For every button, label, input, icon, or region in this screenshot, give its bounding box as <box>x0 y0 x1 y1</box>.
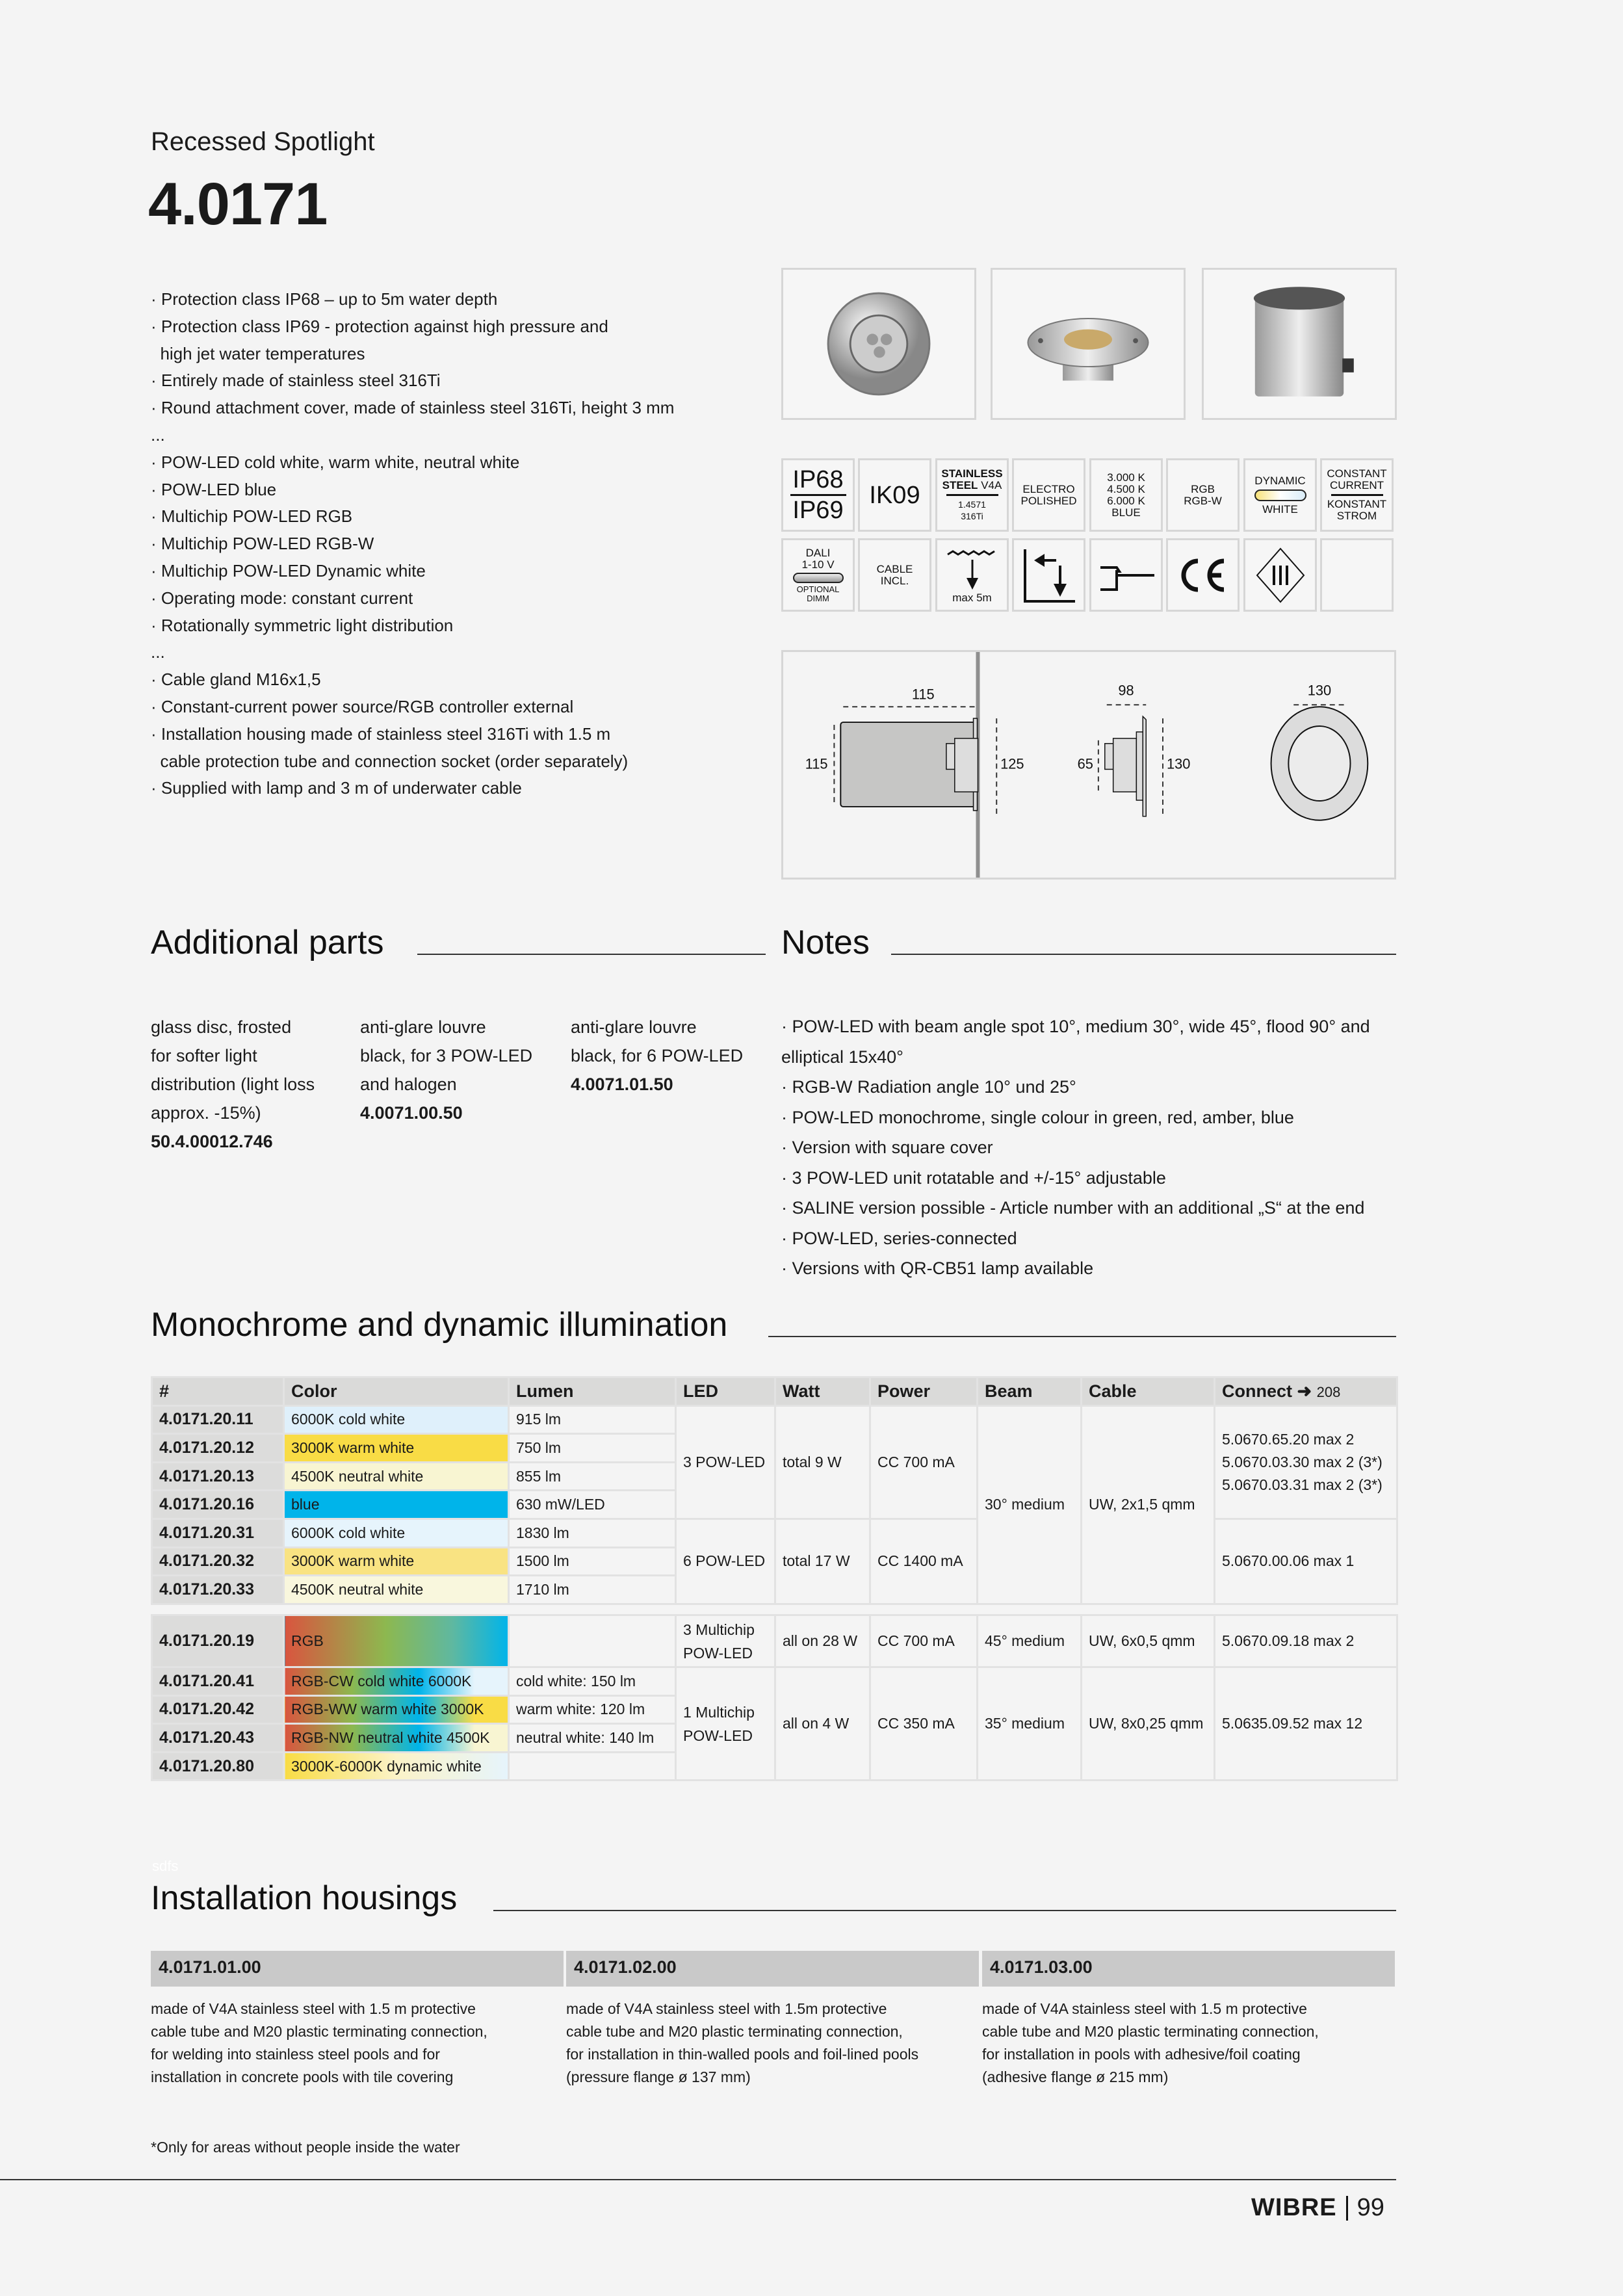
article-number: 4.0171.20.31 <box>152 1519 284 1547</box>
part-description: for softer light <box>151 1046 257 1065</box>
article-number: 4.0171.20.32 <box>152 1547 284 1576</box>
feature-item: · Supplied with lamp and 3 m of underwater cable <box>151 778 522 798</box>
wall-floor-mount-icon <box>1012 538 1085 612</box>
product-code: 4.0171 <box>148 171 328 237</box>
part-description: black, for 3 POW-LED <box>360 1046 533 1065</box>
led-cell: 6 POW-LED <box>676 1519 775 1604</box>
part-description: black, for 6 POW-LED <box>571 1046 744 1065</box>
col-header: Beam <box>978 1377 1082 1406</box>
cable-cell: UW, 8x0,25 qmm <box>1082 1667 1215 1781</box>
connect-cell: 5.0670.00.06 max 1 <box>1215 1519 1397 1604</box>
feature-list <box>151 286 736 802</box>
ip-rating-icon <box>781 458 855 532</box>
protection-class-iii-icon <box>1243 538 1317 612</box>
empty-icon-slot <box>1320 538 1394 612</box>
housing-description-line: cable tube and M20 plastic terminating connection, <box>566 2023 903 2040</box>
dimension-drawing <box>781 650 1396 880</box>
konstant-label: KONSTANT <box>1327 498 1387 510</box>
part-description: approx. -15%) <box>151 1103 261 1123</box>
note-item: · POW-LED monochrome, single colour in green, red, amber, blue <box>781 1107 1294 1127</box>
heading-rule <box>417 954 766 955</box>
table-row <box>152 1615 1397 1667</box>
lumen-cell <box>509 1752 676 1781</box>
ik-label: IK09 <box>869 481 920 509</box>
power-cell: CC 1400 mA <box>870 1519 978 1604</box>
feature-item: · Operating mode: constant current <box>151 588 413 608</box>
cable-cell: UW, 2x1,5 qmm <box>1082 1405 1215 1604</box>
product-photo-angle <box>991 268 1186 420</box>
col-header: # <box>152 1377 284 1406</box>
ip68-label: IP68 <box>792 466 844 493</box>
color-cell: 3000K warm white <box>284 1434 509 1463</box>
part-description: anti-glare louvre <box>360 1017 486 1037</box>
notes-heading: Notes <box>781 924 870 961</box>
feature-item: ... <box>151 424 165 445</box>
feature-item: · Multichip POW-LED Dynamic white <box>151 560 426 581</box>
product-category: Recessed Spotlight <box>151 127 375 156</box>
dimension-label: 115 <box>911 686 935 703</box>
housing-description-line: cable tube and M20 plastic terminating connection, <box>982 2023 1319 2040</box>
connect-item: 5.0670.03.31 max 2 (3*) <box>1222 1476 1383 1493</box>
color-temperature-icon <box>1089 458 1163 532</box>
dimension-label: 98 <box>1118 682 1134 699</box>
housing-description <box>982 1998 1385 2089</box>
dimmer-slider-icon <box>793 573 844 583</box>
article-number: 4.0171.20.33 <box>152 1576 284 1604</box>
beam-cell: 45° medium <box>978 1615 1082 1667</box>
led-cell: 3 Multichip POW-LED <box>676 1615 775 1667</box>
power-cell: CC 350 mA <box>870 1667 978 1781</box>
lumen-cell: 855 lm <box>509 1462 676 1491</box>
lumen-cell: warm white: 120 lm <box>509 1695 676 1724</box>
article-number: 4.0171.20.42 <box>152 1695 284 1724</box>
housing-description-line: (pressure flange ø 137 mm) <box>566 2068 751 2085</box>
ik-rating-icon <box>858 458 931 532</box>
col-header: Color <box>284 1377 509 1406</box>
dimming-range: 1-10 V <box>801 558 835 571</box>
rgbw-label: RGB-W <box>1184 494 1222 507</box>
feature-item: · POW-LED cold white, warm white, neutral white <box>151 452 520 472</box>
housing-description <box>151 1998 554 2089</box>
table-header-row <box>152 1377 1397 1406</box>
white-gradient-pill <box>1254 489 1306 501</box>
housing-code: 4.0171.03.00 <box>982 1951 1395 1987</box>
power-cell: CC 700 mA <box>870 1615 978 1667</box>
col-header: Watt <box>775 1377 870 1406</box>
footer-rule <box>0 2179 1396 2180</box>
color-cell: 3000K warm white <box>284 1547 509 1576</box>
note-item: · RGB-W Radiation angle 10° und 25° <box>781 1077 1076 1097</box>
housings-heading: Installation housings <box>151 1879 458 1917</box>
connect-item: 5.0670.65.20 max 2 <box>1222 1430 1355 1448</box>
polished-label: POLISHED <box>1020 494 1077 507</box>
article-number: 4.0171.20.41 <box>152 1667 284 1696</box>
mono-table <box>151 1376 1398 1605</box>
incl-label: INCL. <box>880 574 909 587</box>
divider <box>1331 494 1383 496</box>
rgb-icon <box>1166 458 1240 532</box>
heading-rule <box>768 1336 1396 1337</box>
article-number: 4.0171.20.12 <box>152 1434 284 1463</box>
article-number: 4.0171.20.80 <box>152 1752 284 1781</box>
current-label: CURRENT <box>1329 479 1384 491</box>
connect-cell: 5.0635.09.52 max 12 <box>1215 1667 1397 1781</box>
ce-mark-icon <box>1166 538 1240 612</box>
color-cell: blue <box>284 1491 509 1519</box>
feature-item: · Constant-current power source/RGB controller external <box>151 696 574 716</box>
feature-item: · Multichip POW-LED RGB <box>151 506 353 527</box>
dynamic-label: DYNAMIC <box>1254 474 1306 487</box>
housing-description-line: for installation in pools with adhesive/foil coating <box>982 2046 1301 2063</box>
dimension-label: 65 <box>1077 755 1093 772</box>
color-cell: RGB-NW neutral white 4500K <box>284 1724 509 1753</box>
color-cell: 6000K cold white <box>284 1519 509 1547</box>
housing-description-line: made of V4A stainless steel with 1.5 m protective <box>151 2000 476 2017</box>
color-cell: 4500K neutral white <box>284 1462 509 1491</box>
cct-blue: BLUE <box>1111 506 1141 519</box>
article-number: 4.0171.20.43 <box>152 1724 284 1753</box>
article-number: 4.0171.20.13 <box>152 1462 284 1491</box>
connect-label: Connect ➜ <box>1222 1381 1312 1401</box>
feature-item: · Multichip POW-LED RGB-W <box>151 534 374 554</box>
heading-rule <box>493 1910 1396 1911</box>
article-number: 4.0171.20.19 <box>152 1615 284 1667</box>
additional-part <box>571 1013 772 1099</box>
dimension-label: 130 <box>1166 755 1191 772</box>
steel-label: STAINLESS <box>941 467 1003 480</box>
color-cell: 3000K-6000K dynamic white <box>284 1752 509 1781</box>
divider <box>946 494 998 496</box>
color-cell: RGB-WW warm white 3000K <box>284 1695 509 1724</box>
note-item: · Version with square cover <box>781 1138 993 1157</box>
lumen-cell: 750 lm <box>509 1434 676 1463</box>
col-header: LED <box>676 1377 775 1406</box>
optional-label: OPTIONAL <box>796 584 840 594</box>
divider <box>790 494 846 496</box>
cable-included-icon <box>858 538 931 612</box>
housing-description <box>566 1998 969 2089</box>
material-number: 1.4571 <box>958 499 986 510</box>
dynamic-white-icon <box>1243 458 1317 532</box>
lumen-cell: cold white: 150 lm <box>509 1667 676 1696</box>
electro-polished-icon <box>1012 458 1085 532</box>
watt-cell: all on 28 W <box>775 1615 870 1667</box>
cct-6000: 6.000 K <box>1107 494 1145 507</box>
housing-description-line: installation in concrete pools with tile covering <box>151 2068 454 2085</box>
steel-label: STEEL <box>942 479 978 491</box>
dimm-label: DIMM <box>807 593 829 603</box>
color-cell: 6000K cold white <box>284 1405 509 1434</box>
col-header: Lumen <box>509 1377 676 1406</box>
dimension-label: 125 <box>1000 755 1024 772</box>
table-row <box>152 1405 1397 1434</box>
dali-label: DALI <box>805 546 831 559</box>
cct-4500: 4.500 K <box>1107 482 1145 495</box>
watt-cell: all on 4 W <box>775 1667 870 1781</box>
page-ref[interactable]: 208 <box>1316 1383 1341 1400</box>
max-depth-label: max 5m <box>952 591 992 604</box>
white-label: WHITE <box>1262 502 1298 515</box>
beam-cell: 35° medium <box>978 1667 1082 1781</box>
feature-item: · Round attachment cover, made of stainless steel 316Ti, height 3 mm <box>151 398 675 418</box>
cable-cell: UW, 6x0,5 qmm <box>1082 1615 1215 1667</box>
feature-item: ... <box>151 642 165 662</box>
connect-cell: 5.0670.09.18 max 2 <box>1215 1615 1397 1667</box>
article-number: 4.0171.20.11 <box>152 1405 284 1434</box>
led-cell: 3 POW-LED <box>676 1405 775 1519</box>
col-header-connect <box>1215 1377 1397 1406</box>
table-row <box>152 1667 1397 1696</box>
dali-dimming-icon <box>781 538 855 612</box>
col-header: Cable <box>1082 1377 1215 1406</box>
lumen-cell: 915 lm <box>509 1405 676 1434</box>
strom-label: STROM <box>1336 510 1377 522</box>
housing-description-line: made of V4A stainless steel with 1.5 m protective <box>982 2000 1307 2017</box>
notes-list <box>781 1011 1405 1284</box>
additional-parts-heading: Additional parts <box>151 924 384 961</box>
faint-label: sdfs <box>152 1858 179 1874</box>
article-number: 4.0171.20.16 <box>152 1491 284 1519</box>
part-code: 4.0071.00.50 <box>360 1103 463 1123</box>
product-photo-housing <box>1202 268 1397 420</box>
material-grade: 316Ti <box>961 511 983 521</box>
color-cell: 4500K neutral white <box>284 1576 509 1604</box>
mono-heading: Monochrome and dynamic illumination <box>151 1306 728 1344</box>
additional-part <box>151 1013 352 1156</box>
flush-mount-icon <box>1089 538 1163 612</box>
dimension-label: 130 <box>1307 682 1332 699</box>
cct-3000: 3.000 K <box>1107 471 1145 484</box>
constant-current-icon <box>1320 458 1394 532</box>
cable-label: CABLE <box>876 562 913 575</box>
note-item: · Versions with QR-CB51 lamp available <box>781 1259 1094 1278</box>
lumen-cell <box>509 1615 676 1667</box>
housing-description-line: (adhesive flange ø 215 mm) <box>982 2068 1169 2085</box>
ip69-label: IP69 <box>792 497 844 524</box>
part-description: and halogen <box>360 1075 457 1094</box>
power-cell: CC 700 mA <box>870 1405 978 1519</box>
note-item: · POW-LED with beam angle spot 10°, medium 30°, wide 45°, flood 90° and <box>781 1017 1370 1036</box>
electro-label: ELECTRO <box>1022 482 1075 495</box>
lumen-cell: 1830 lm <box>509 1519 676 1547</box>
product-photo-top <box>781 268 976 420</box>
constant-label: CONSTANT <box>1327 467 1387 480</box>
stainless-steel-icon <box>935 458 1009 532</box>
feature-item: high jet water temperatures <box>151 343 365 363</box>
footnote: *Only for areas without people inside the water <box>151 2139 460 2156</box>
part-description: anti-glare louvre <box>571 1017 697 1037</box>
footer <box>1251 2194 1384 2222</box>
steel-grade: V4A <box>981 479 1002 491</box>
heading-rule <box>891 954 1396 955</box>
feature-item: · Rotationally symmetric light distribution <box>151 615 454 635</box>
part-code: 4.0071.01.50 <box>571 1075 673 1094</box>
wave-arrow-icon <box>946 547 998 592</box>
beam-cell: 30° medium <box>978 1405 1082 1604</box>
additional-part <box>360 1013 562 1127</box>
connect-item: 5.0670.03.30 max 2 (3*) <box>1222 1453 1383 1470</box>
lumen-cell: 1710 lm <box>509 1576 676 1604</box>
color-cell: RGB-CW cold white 6000K <box>284 1667 509 1696</box>
housing-description-line: cable tube and M20 plastic terminating connection, <box>151 2023 487 2040</box>
feature-item: · POW-LED blue <box>151 479 277 499</box>
connect-cell <box>1215 1405 1397 1519</box>
note-item: · 3 POW-LED unit rotatable and +/-15° adjustable <box>781 1168 1166 1188</box>
rgb-label: RGB <box>1191 482 1215 495</box>
housing-description-line: for welding into stainless steel pools and for <box>151 2046 440 2063</box>
dimension-label: 115 <box>805 755 828 772</box>
note-item: · SALINE version possible - Article number with an additional „S“ at the end <box>781 1198 1365 1218</box>
feature-item: cable protection tube and connection socket (order separately) <box>151 751 629 771</box>
part-description: glass disc, frosted <box>151 1017 292 1037</box>
part-description: distribution (light loss <box>151 1075 315 1094</box>
lumen-cell: 630 mW/LED <box>509 1491 676 1519</box>
feature-item: · Cable gland M16x1,5 <box>151 670 321 690</box>
feature-item: · Entirely made of stainless steel 316Ti <box>151 371 441 391</box>
lumen-cell: neutral white: 140 lm <box>509 1724 676 1753</box>
color-cell: RGB <box>284 1615 509 1667</box>
part-code: 50.4.00012.746 <box>151 1132 273 1151</box>
feature-item: · Protection class IP68 – up to 5m water depth <box>151 289 498 309</box>
housing-code: 4.0171.01.00 <box>151 1951 564 1987</box>
lumen-cell: 1500 lm <box>509 1547 676 1576</box>
divider <box>1346 2196 1348 2221</box>
watt-cell: total 9 W <box>775 1405 870 1519</box>
note-item: · POW-LED, series-connected <box>781 1228 1017 1248</box>
rgb-table <box>151 1614 1398 1781</box>
housing-code: 4.0171.02.00 <box>566 1951 979 1987</box>
led-cell: 1 Multichip POW-LED <box>676 1667 775 1781</box>
feature-item: · Protection class IP69 - protection against high pressure and <box>151 316 608 336</box>
housing-description-line: for installation in thin-walled pools and foil-lined pools <box>566 2046 919 2063</box>
brand-logo: WIBRE <box>1251 2194 1337 2221</box>
housing-description-line: made of V4A stainless steel with 1.5m protective <box>566 2000 887 2017</box>
water-depth-icon <box>935 538 1009 612</box>
col-header: Power <box>870 1377 978 1406</box>
watt-cell: total 17 W <box>775 1519 870 1604</box>
feature-item: · Installation housing made of stainless steel 316Ti with 1.5 m <box>151 724 611 744</box>
page-number: 99 <box>1357 2194 1384 2221</box>
note-item: elliptical 15x40° <box>781 1047 903 1067</box>
